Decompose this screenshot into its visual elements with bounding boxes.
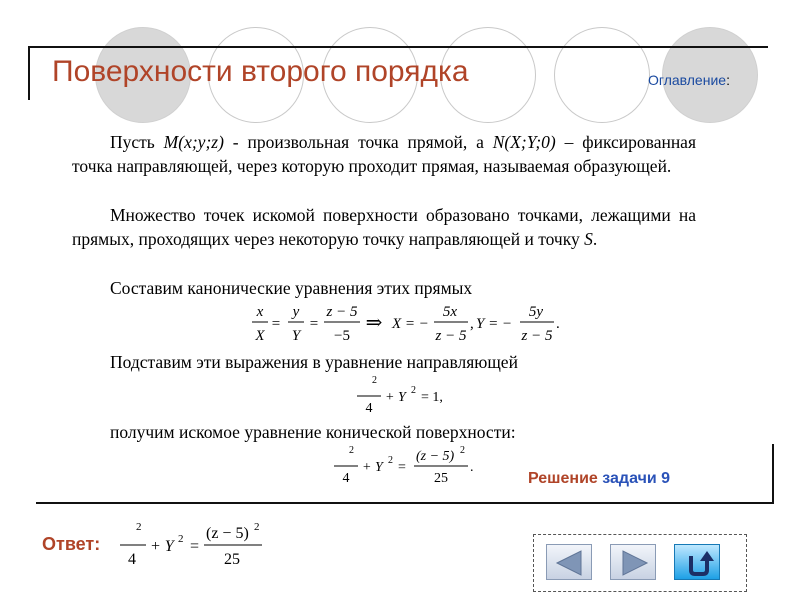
nav-panel: [533, 534, 747, 592]
toc-label[interactable]: Оглавление: [648, 72, 727, 88]
f1-x: x: [256, 304, 264, 320]
f1-Yeq: Y = −: [476, 316, 513, 332]
f1-zm5: z − 5: [326, 304, 358, 320]
f1-X: X: [255, 328, 265, 344]
f1-Y: Y: [291, 328, 301, 344]
formula-directrix: [355, 374, 455, 420]
f2-plus: + Y: [385, 390, 406, 405]
top-rule: [28, 46, 768, 48]
f1-num2: 5y: [528, 304, 544, 320]
f3-two: 2: [349, 445, 354, 456]
ans-four: 4: [128, 551, 136, 568]
f1-y: y: [292, 304, 300, 320]
left-arrow-icon: [547, 545, 593, 581]
formula-canonical: [250, 298, 570, 350]
return-button[interactable]: [674, 544, 720, 580]
line-canonical: Составим канонические уравнения этих прямых: [110, 278, 473, 298]
p2-point-s: S: [584, 229, 593, 249]
right-rule: [772, 444, 774, 504]
f2-four: 4: [365, 401, 373, 416]
ans-zm: (z − 5): [206, 525, 249, 542]
f1-Xeq: X = −: [392, 316, 429, 332]
f2-eq: = 1,: [421, 390, 443, 405]
f3-zm: (z − 5): [416, 449, 455, 464]
p1-text-a: Пусть: [110, 132, 164, 152]
p1-point-m: M(x;y;z): [163, 132, 224, 152]
svg-text:2: 2: [254, 521, 260, 533]
line-result: получим искомое уравнение конической поверхности:: [110, 422, 516, 442]
ans-eq: =: [190, 538, 200, 555]
f1-comma: ,: [470, 316, 474, 332]
ans-plus: + Y: [150, 538, 174, 555]
prev-button[interactable]: [546, 544, 592, 580]
solution-label[interactable]: Решение: [528, 470, 598, 487]
svg-text:=: =: [271, 316, 281, 332]
p2-text-a: Множество точек искомой поверхности образовано точками, лежащими на прямых, проходящих через некоторую точку направляющей и точку: [72, 205, 696, 249]
next-button[interactable]: [610, 544, 656, 580]
decor-circle-5: [554, 27, 650, 123]
f3-plus: + Y: [362, 460, 383, 475]
ans-den: 25: [224, 551, 240, 568]
f3-four: 4: [342, 471, 350, 486]
paragraph-2: [72, 203, 696, 251]
p1-text-b: - произвольная точка прямой, а: [223, 132, 493, 152]
line-substitute: Подставим эти выражения в уравнение направляющей: [110, 352, 518, 372]
p1-text-c: – фиксированная точка направляющей, через которую проходит прямая, называемая образующей.: [72, 132, 697, 176]
p1-point-n: N(X;Y;0): [492, 132, 556, 152]
right-arrow-icon: [611, 545, 657, 581]
f2-two: 2: [372, 375, 377, 386]
svg-text:2: 2: [178, 533, 184, 545]
page-title: Поверхности второго порядка: [52, 55, 469, 88]
solution-task-label[interactable]: задачи 9: [602, 470, 671, 487]
formula-cone: [332, 444, 482, 490]
paragraph-1: [72, 130, 696, 178]
f1-den1: z − 5: [435, 328, 467, 344]
f1-m5: −5: [334, 328, 350, 344]
solution-link[interactable]: [528, 470, 670, 488]
answer-label: Ответ:: [42, 534, 101, 554]
f3-den: 25: [434, 471, 448, 486]
f1-num1: 5x: [442, 304, 458, 320]
f1-den2: z − 5: [521, 328, 553, 344]
f1-dot: .: [556, 316, 560, 332]
f3-eq: =: [398, 460, 406, 475]
svg-text:2: 2: [411, 385, 416, 396]
answer-formula: [118, 518, 278, 572]
svg-text:2: 2: [460, 445, 465, 456]
left-rule: [28, 46, 30, 100]
svg-text:2: 2: [388, 455, 393, 466]
toc-colon: :: [726, 72, 730, 88]
ans-two: 2: [136, 521, 142, 533]
p2-text-b: .: [592, 229, 598, 249]
f3-dot: .: [470, 460, 474, 475]
svg-text:=: =: [309, 316, 319, 332]
return-icon: [675, 545, 721, 581]
f1-arrow: ⇒: [365, 312, 383, 334]
toc-link[interactable]: [648, 72, 730, 88]
bottom-rule: [36, 502, 774, 504]
